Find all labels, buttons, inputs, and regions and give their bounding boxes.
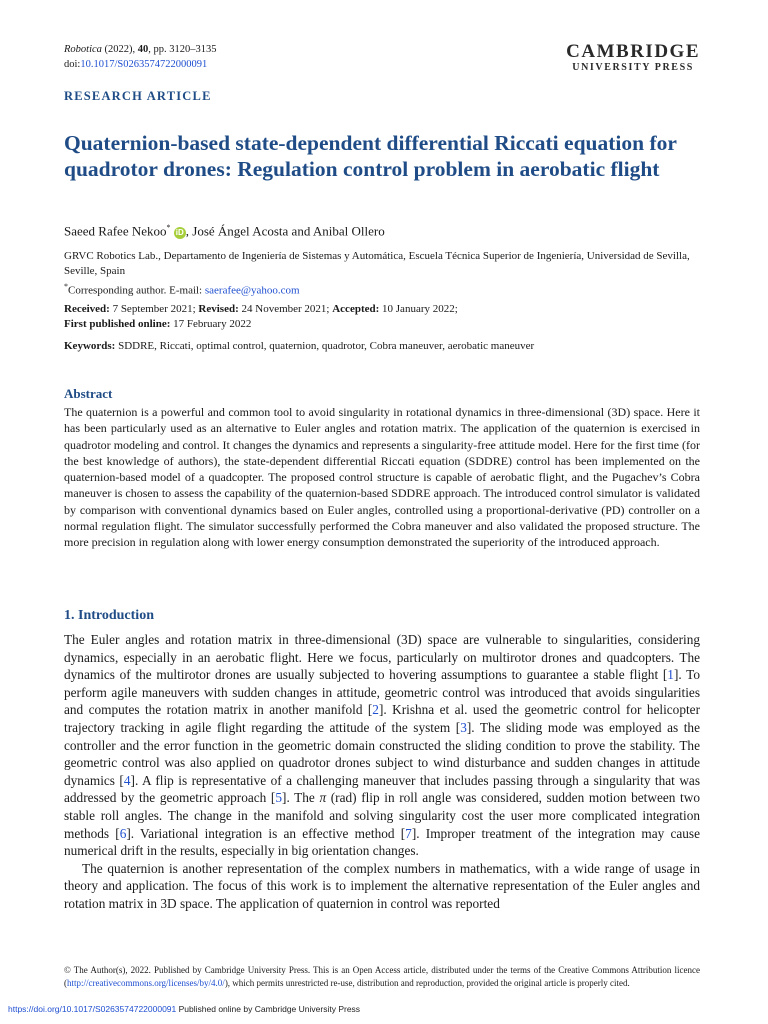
citation-link[interactable]: 4 xyxy=(123,772,131,788)
orcid-icon[interactable]: iD xyxy=(175,228,184,238)
paragraph: The quaternion is another representation of the complex numbers in mathematics, with a wide range of usage in theory and application. The focus of this work is to implement the alternative representation of the Euler angles and rotation matrix in 3D space. The application of quaternion in control was reported xyxy=(64,860,700,911)
citation-link[interactable]: 5 xyxy=(275,790,283,806)
section-heading-introduction: 1. Introduction xyxy=(64,608,154,623)
paragraph: The Euler angles and rotation matrix in three-dimensional (3D) space are vulnerable to singularities, considering dynamics, especially in an aerobatic flight. Here we focus, particularly on multirotor drones and quadcopters. The dynamics of the multirotor drones are usually subjected to hovering assumptions to guarantee a stable flight [1]. To perform agile maneuvers with sudden changes in attitude, geometric control was introduced that avoids singularities and computes the rotation matrix in another manifold [2]. Krishna et al. used the geometric control for helicopter trajectory tracking in agile flight regarding the attitude of the system [3]. The sliding mode was employed as the controller and the error function in the geometric domain constructed the sliding condition to prove the stability. The geometric control was also applied on quadrotor drones subject to wind disturbance and sudden changes in attitude dynamics [4]. A flip is representative of a challenging maneuver that includes passing through a singularity that was addressed by the geometric approach [5]. The π (rad) flip in roll angle was considered, sudden motion between two stable roll angles. The change in the manifold and solving singularity cost the user more complicated integration methods [6]. Variational integration is an effective method [7]. Improper treatment of the integration may cause numerical drift in the results, especially in big orientation changes. xyxy=(64,632,700,859)
citation-link[interactable]: 2 xyxy=(372,702,379,718)
author-list: Saeed Rafee Nekoo* iD , José Ángel Acosta and Anibal Ollero xyxy=(64,223,385,239)
bottom-doi-link[interactable]: https://doi.org/10.1017/S0263574722000091 xyxy=(8,1004,177,1014)
abstract-text: The quaternion is a powerful and common tool to avoid singularity in rotational dynamics in three-dimensional (3D) space. Here it has been particularly used as an alternative to Euler angles and rotation matrix. The application of the quaternion is exercised in quadrotor modeling and control. It changes the dynamics and represents a singularity-free attitude model. Here for the first time (for the best knowledge of authors), the state-dependent differential Riccati equation (SDDRE) control has been implemented on the quaternion-based model of a quadcopter. The proposed control structure is capable of aerobatic flight, and the Pugachev’s Cobra maneuver is chosen to assess the capability of the quaternion-based SDDRE approach. The introduced control simulator is validated by comparison with conventional dynamics based on Euler angles, controlled using a proportional-derivative (PD) controller on a normal regulation flight. The simulator successfully performed the Cobra maneuver and also validated the proposed structure. The more precision in regulation along with lower energy consumption demonstrated the superiority of the introduced approach. xyxy=(64,405,700,550)
article-title: Quaternion-based state-dependent differential Riccati equation for quadrotor drones: Regulation control problem in aerobatic flight xyxy=(64,131,677,181)
journal-name: Robotica xyxy=(64,44,102,55)
author-names[interactable]: , José Ángel Acosta and Anibal Ollero xyxy=(185,223,385,239)
publisher-name: CAMBRIDGE xyxy=(566,41,700,62)
introduction-body xyxy=(64,631,700,913)
article-dates: Received: 7 September 2021; Revised: 24 November 2021; Accepted: 10 January 2022; First published online: 17 February 2022 xyxy=(64,303,458,330)
author-name[interactable]: Saeed Rafee Nekoo xyxy=(64,223,167,239)
journal-volume: 40 xyxy=(137,44,149,55)
copyright-notice: © The Author(s), 2022. Published by Cambridge University Press. This is an Open Access article, distributed under the terms of the Creative Commons Attribution licence (http://creativecommons.org/licenses/by/4.0/), which permits unrestricted re-use, distribution and reproduction, provided the original article is properly cited. xyxy=(64,965,700,988)
publisher-subname: UNIVERSITY PRESS xyxy=(572,62,694,73)
doi-link[interactable]: 10.1017/S0263574722000091 xyxy=(80,59,208,70)
email-link[interactable]: saerafee@yahoo.com xyxy=(204,284,300,297)
pi-symbol: π xyxy=(319,790,327,806)
journal-citation: Robotica (2022), 40, pp. 3120–3135 doi:10.1017/S0263574722000091 xyxy=(64,44,217,70)
citation-link[interactable]: 7 xyxy=(405,825,412,841)
citation-link[interactable]: 3 xyxy=(460,719,467,735)
bottom-doi-bar: https://doi.org/10.1017/S0263574722000091 Published online by Cambridge University Press xyxy=(8,1004,361,1014)
article-type: RESEARCH ARTICLE xyxy=(64,89,212,103)
citation-link[interactable]: 1 xyxy=(667,667,674,683)
publisher-logo xyxy=(566,42,700,74)
citation-link[interactable]: 6 xyxy=(119,825,127,841)
keywords: Keywords: SDDRE, Riccati, optimal control, quaternion, quadrotor, Cobra maneuver, aerobatic maneuver xyxy=(64,340,535,352)
affiliation: GRVC Robotics Lab., Departamento de Ingeniería de Sistemas y Automática, Escuela Técnica Superior de Ingeniería, Universidad de Sevilla, Seville, Spain *Corresponding author. E-mail: saerafee@yahoo.com xyxy=(64,250,690,297)
abstract-heading: Abstract xyxy=(64,386,113,401)
license-link[interactable]: http://creativecommons.org/licenses/by/4.0/ xyxy=(67,977,225,988)
